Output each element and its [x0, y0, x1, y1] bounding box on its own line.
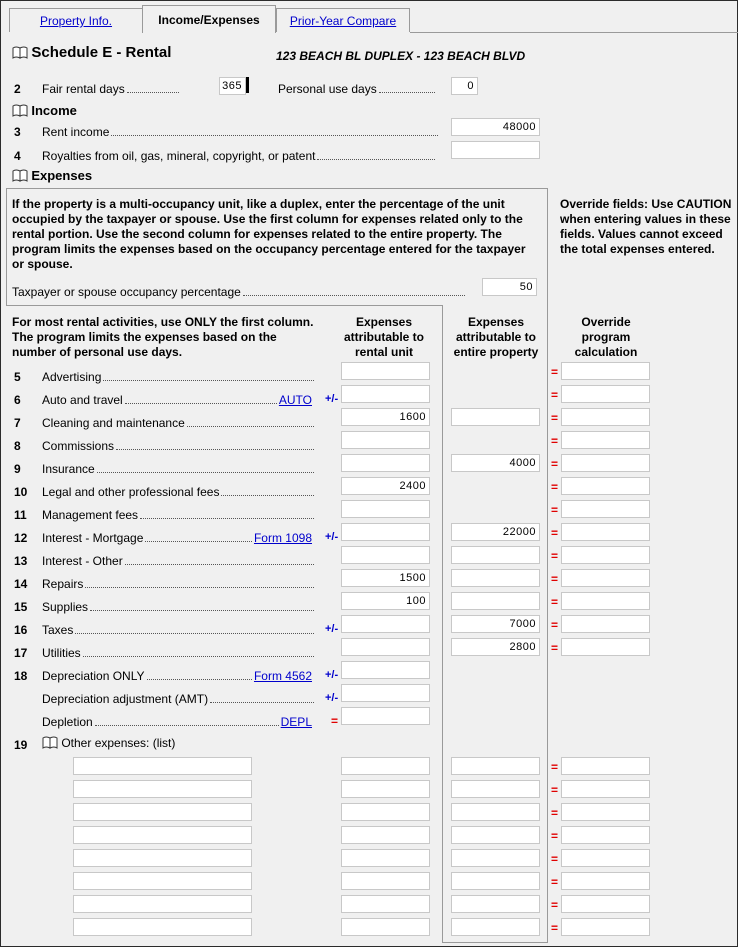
override-equals-link[interactable]: = [551, 434, 559, 448]
expense-label: Utilities [42, 646, 314, 660]
other-expense-rental-unit-input[interactable] [341, 826, 430, 844]
column-divider [547, 188, 548, 943]
entire-property-input[interactable] [451, 546, 540, 564]
other-expense-description-input[interactable] [73, 872, 252, 890]
override-equals-link[interactable]: = [551, 641, 559, 655]
income-heading: Income [12, 103, 77, 120]
line-number: 13 [14, 554, 28, 568]
rental-unit-input[interactable] [341, 385, 430, 403]
override-input[interactable] [561, 431, 650, 449]
other-expense-description-input[interactable] [73, 826, 252, 844]
override-input[interactable] [561, 546, 650, 564]
column-header-rental-unit: Expenses attributable to rental unit [344, 315, 424, 359]
expenses-heading: Expenses [12, 168, 92, 185]
adjust-button[interactable]: +/- [325, 623, 339, 635]
tab-property-info[interactable]: Property Info. [9, 8, 143, 32]
other-expense-description-input[interactable] [73, 803, 252, 821]
expense-label: Interest - Mortgage Form 1098 [42, 531, 312, 545]
override-equals-link[interactable]: = [551, 618, 559, 632]
expense-label: Depletion DEPL [42, 715, 312, 729]
other-expense-override-input[interactable] [561, 780, 650, 798]
rental-unit-input[interactable]: 100 [341, 592, 430, 610]
entire-property-input[interactable]: 4000 [451, 454, 540, 472]
other-expense-override-input[interactable] [561, 895, 650, 913]
override-input[interactable] [561, 385, 650, 403]
override-equals-link[interactable]: = [551, 783, 559, 797]
override-equals-link[interactable]: = [551, 595, 559, 609]
fair-rental-days-label: Fair rental days [42, 82, 204, 96]
expense-label: Auto and travel AUTO [42, 393, 312, 407]
line-number: 15 [14, 600, 28, 614]
column-divider [442, 305, 443, 943]
override-equals-link[interactable]: = [551, 457, 559, 471]
rental-unit-input[interactable] [341, 523, 430, 541]
property-name: 123 BEACH BL DUPLEX - 123 BEACH BLVD [276, 49, 526, 63]
other-expense-override-input[interactable] [561, 918, 650, 936]
expense-label: Advertising [42, 370, 314, 384]
expense-label: Legal and other professional fees [42, 485, 314, 499]
override-input[interactable] [561, 638, 650, 656]
line-number: 14 [14, 577, 28, 591]
override-caution-note: Override fields: Use CAUTION when entering values in these fields. Values cannot exceed the total expenses entered. [560, 197, 732, 256]
adjust-button[interactable]: +/- [325, 669, 339, 681]
royalties-label: Royalties from oil, gas, mineral, copyright, or patent [42, 149, 435, 163]
line-number: 16 [14, 623, 28, 637]
other-expense-override-input[interactable] [561, 849, 650, 867]
book-icon[interactable] [12, 46, 28, 62]
rental-unit-input[interactable] [341, 500, 430, 518]
personal-use-days-label: Personal use days [278, 82, 435, 96]
form-link[interactable]: AUTO [278, 393, 312, 407]
line-number: 8 [14, 439, 21, 453]
override-equals-link[interactable]: = [551, 411, 559, 425]
other-expense-description-input[interactable] [73, 849, 252, 867]
line-number: 18 [14, 669, 28, 683]
text-cursor [246, 77, 249, 93]
override-input[interactable] [561, 523, 650, 541]
column-header-override: Override program calculation [574, 315, 638, 359]
occupancy-label: Taxpayer or spouse occupancy percentage [12, 285, 465, 299]
rental-unit-input[interactable] [341, 454, 430, 472]
other-expense-rental-unit-input[interactable] [341, 757, 430, 775]
line-number: 6 [14, 393, 21, 407]
rental-unit-input[interactable] [341, 638, 430, 656]
line-number: 3 [14, 125, 21, 139]
override-equals-link[interactable]: = [551, 365, 559, 379]
tab-bar [0, 0, 738, 32]
other-expenses-heading: Other expenses: (list) [42, 736, 175, 752]
expense-label: Interest - Other [42, 554, 314, 568]
other-expense-rental-unit-input[interactable] [341, 780, 430, 798]
override-equals-link[interactable]: = [551, 898, 559, 912]
expense-label: Insurance [42, 462, 314, 476]
other-expense-entire-property-input[interactable] [451, 803, 540, 821]
rent-income-input[interactable]: 48000 [451, 118, 540, 136]
override-equals-link[interactable]: = [551, 480, 559, 494]
other-expense-description-input[interactable] [73, 780, 252, 798]
rental-unit-input[interactable] [341, 362, 430, 380]
expense-label: Commissions [42, 439, 314, 453]
occupancy-percentage-input[interactable]: 50 [482, 278, 537, 296]
override-equals-link[interactable]: = [551, 388, 559, 402]
book-icon[interactable] [42, 736, 58, 752]
override-equals-link[interactable]: = [551, 921, 559, 935]
entire-property-input[interactable]: 7000 [451, 615, 540, 633]
equals-link[interactable]: = [331, 714, 339, 728]
book-icon[interactable] [12, 169, 28, 185]
expense-label: Supplies [42, 600, 314, 614]
other-expense-entire-property-input[interactable] [451, 849, 540, 867]
other-expense-override-input[interactable] [561, 803, 650, 821]
other-expense-rental-unit-input[interactable] [341, 895, 430, 913]
other-expense-rental-unit-input[interactable] [341, 849, 430, 867]
override-equals-link[interactable]: = [551, 852, 559, 866]
personal-use-days-input[interactable]: 0 [451, 77, 478, 95]
rental-unit-input[interactable] [341, 684, 430, 702]
override-equals-link[interactable]: = [551, 503, 559, 517]
line-number: 11 [14, 508, 27, 522]
other-expense-rental-unit-input[interactable] [341, 803, 430, 821]
tab-income-expenses[interactable]: Income/Expenses [142, 5, 276, 33]
override-equals-link[interactable]: = [551, 829, 559, 843]
rental-unit-input[interactable]: 2400 [341, 477, 430, 495]
override-equals-link[interactable]: = [551, 760, 559, 774]
other-expense-description-input[interactable] [73, 895, 252, 913]
schedule-e-heading [12, 44, 171, 62]
rental-unit-input[interactable] [341, 661, 430, 679]
override-equals-link[interactable]: = [551, 875, 559, 889]
other-expense-entire-property-input[interactable] [451, 918, 540, 936]
form-link[interactable]: DEPL [280, 715, 312, 729]
override-input[interactable] [561, 477, 650, 495]
line-number: 19 [14, 738, 28, 752]
entire-property-input[interactable]: 22000 [451, 523, 540, 541]
entire-property-input[interactable] [451, 592, 540, 610]
rent-income-label: Rent income [42, 125, 438, 139]
adjust-button[interactable]: +/- [325, 393, 339, 405]
other-expense-override-input[interactable] [561, 872, 650, 890]
override-input[interactable] [561, 592, 650, 610]
line-number: 9 [14, 462, 21, 476]
rental-unit-input[interactable] [341, 615, 430, 633]
override-input[interactable] [561, 454, 650, 472]
royalties-input[interactable] [451, 141, 540, 159]
other-expense-override-input[interactable] [561, 757, 650, 775]
override-input[interactable] [561, 408, 650, 426]
override-equals-link[interactable]: = [551, 572, 559, 586]
multi-occupancy-note: If the property is a multi-occupancy unit, like a duplex, enter the percentage of the unit occupied by the taxpayer or spouse. Use the first column for expenses related only to the rental portion. Use the second column for expenses related to the entire property. The program limits the expenses based on the occupancy percentage entered for the taxpayer or spouse. [12, 197, 526, 271]
rental-unit-input[interactable]: 1600 [341, 408, 430, 426]
expense-label: Cleaning and maintenance [42, 416, 314, 430]
rental-unit-input[interactable]: 1500 [341, 569, 430, 587]
override-input[interactable] [561, 362, 650, 380]
other-expense-entire-property-input[interactable] [451, 872, 540, 890]
expense-label: Depreciation ONLY Form 4562 [42, 669, 312, 683]
other-expense-override-input[interactable] [561, 826, 650, 844]
expense-label: Taxes [42, 623, 314, 637]
page-title: Schedule E - Rental [31, 44, 172, 61]
rental-unit-input[interactable] [341, 546, 430, 564]
override-input[interactable] [561, 500, 650, 518]
other-expense-rental-unit-input[interactable] [341, 918, 430, 936]
expense-label: Management fees [42, 508, 314, 522]
rental-unit-input[interactable] [341, 707, 430, 725]
other-expense-rental-unit-input[interactable] [341, 872, 430, 890]
book-icon[interactable] [12, 104, 28, 120]
column-header-entire-property: Expenses attributable to entire property [453, 315, 539, 359]
rental-unit-input[interactable] [341, 431, 430, 449]
form-link[interactable]: Form 1098 [253, 531, 312, 545]
override-equals-link[interactable]: = [551, 549, 559, 563]
expense-label: Repairs [42, 577, 314, 591]
line-number: 5 [14, 370, 21, 384]
override-equals-link[interactable]: = [551, 526, 559, 540]
entire-property-input[interactable] [451, 408, 540, 426]
entire-property-input[interactable] [451, 569, 540, 587]
divider [6, 305, 443, 306]
adjust-button[interactable]: +/- [325, 692, 339, 704]
form-link[interactable]: Form 4562 [253, 669, 312, 683]
tab-prior-year-compare[interactable]: Prior-Year Compare [276, 8, 410, 32]
other-expense-description-input[interactable] [73, 757, 252, 775]
line-number: 2 [14, 82, 21, 96]
override-equals-link[interactable]: = [551, 806, 559, 820]
line-number: 17 [14, 646, 28, 660]
other-expense-entire-property-input[interactable] [451, 826, 540, 844]
entire-property-input[interactable]: 2800 [451, 638, 540, 656]
column-usage-note: For most rental activities, use ONLY the first column. The program limits the expenses based on the number of personal use days. [12, 315, 314, 359]
other-expense-entire-property-input[interactable] [451, 757, 540, 775]
line-number: 4 [14, 149, 21, 163]
divider [442, 942, 548, 943]
adjust-button[interactable]: +/- [325, 531, 339, 543]
other-expense-description-input[interactable] [73, 918, 252, 936]
other-expense-entire-property-input[interactable] [451, 895, 540, 913]
expense-label: Depreciation adjustment (AMT) [42, 692, 314, 706]
line-number: 7 [14, 416, 21, 430]
override-input[interactable] [561, 615, 650, 633]
other-expense-entire-property-input[interactable] [451, 780, 540, 798]
line-number: 12 [14, 531, 28, 545]
override-input[interactable] [561, 569, 650, 587]
fair-rental-days-input[interactable]: 365 [219, 77, 246, 95]
line-number: 10 [14, 485, 28, 499]
